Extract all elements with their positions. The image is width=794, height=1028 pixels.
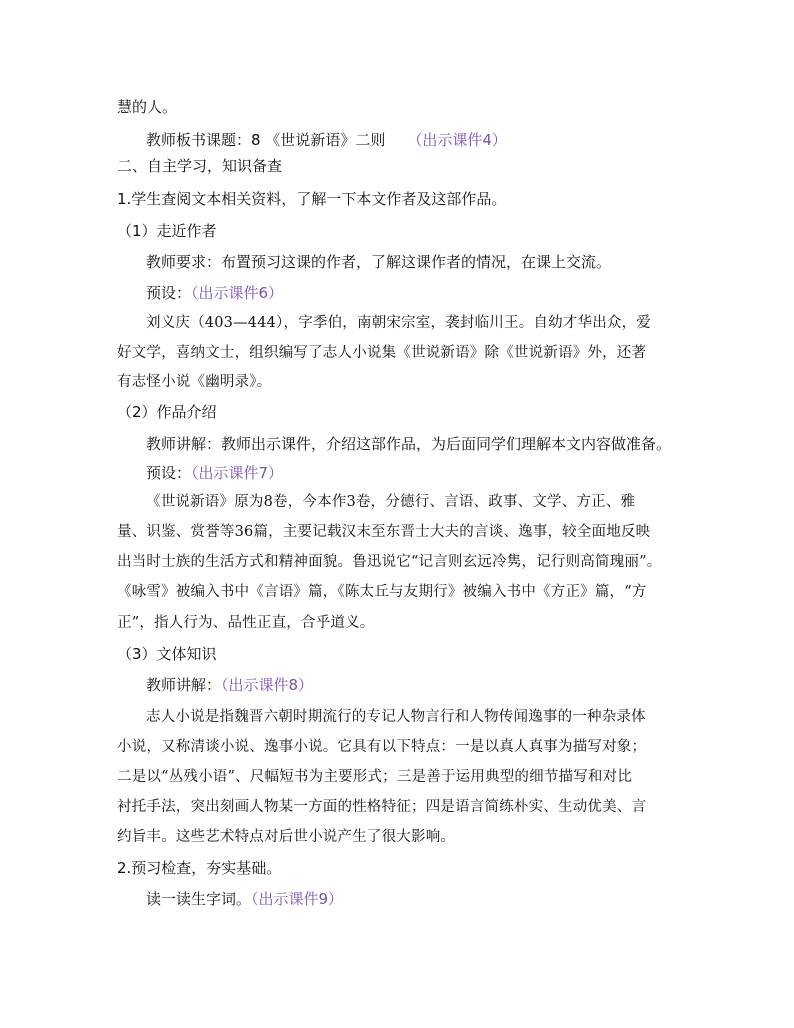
step-heading xyxy=(0,187,794,211)
section-heading-text: 二、自主学习，知识备查 xyxy=(117,157,283,175)
text-line xyxy=(0,765,794,789)
text-line xyxy=(0,735,794,759)
text-line xyxy=(0,370,794,394)
paragraph-text: 刘义庆（403—444），字季伯，南朝宋宗室，袭封临川王。自幼才华出众，爱 xyxy=(146,315,651,331)
preset-line xyxy=(0,461,794,485)
preset-label: 预设： xyxy=(146,464,192,482)
teacher-explain-label: 教师讲解： xyxy=(146,676,222,694)
courseware-note: （出示课件4） xyxy=(407,131,507,149)
subsection-heading xyxy=(0,642,794,666)
text-line xyxy=(0,520,794,544)
subsection-heading-text: （2）作品介绍 xyxy=(117,403,217,421)
step-heading-text: 1.学生查阅文本相关资料，了解一下本文作者及这部作品。 xyxy=(117,190,507,208)
paragraph-text: 二是以“丛残小语”、尺幅短书为主要形式；三是善于运用典型的细节描写和对比 xyxy=(117,769,633,785)
text-line xyxy=(0,705,794,729)
text-line xyxy=(0,341,794,365)
courseware-note: （出示课件9） xyxy=(251,890,344,908)
step-heading-text: 2.预习检查，夯实基础。 xyxy=(117,859,282,877)
lesson-title: 教师板书课题：8 《世说新语》二则 xyxy=(146,131,386,149)
text-line xyxy=(0,95,794,119)
paragraph-text: 教师要求：布置预习这课的作者，了解这课作者的情况，在课上交流。 xyxy=(146,253,612,271)
paragraph-text: 量、识鉴、赏誉等36篇，主要记载汉末至东晋士大夫的言谈、逸事，较全面地反映 xyxy=(117,524,651,540)
paragraph-text: 约旨丰。这些艺术特点对后世小说产生了很大影响。 xyxy=(117,829,456,845)
paragraph-text: 有志怪小说《幽明录》。 xyxy=(117,374,272,390)
preset-line xyxy=(0,673,794,697)
preset-label: 预设： xyxy=(146,284,192,302)
paragraph-text: 读一读生字词。 xyxy=(146,890,252,908)
paragraph-text: 正”，指人行为、品性正直，合乎道义。 xyxy=(117,615,375,631)
text-line xyxy=(0,432,794,456)
paragraph-text: 慧的人。 xyxy=(117,98,178,116)
paragraph-text: 教师讲解：教师出示课件，介绍这部作品，为后面同学们理解本文内容做准备。 xyxy=(146,435,672,453)
lesson-title-line xyxy=(0,128,794,152)
step-heading xyxy=(0,856,794,880)
paragraph-text: 出当时士族的生活方式和精神面貌。鲁迅说它“记言则玄远冷隽，记行则高简瑰丽”。 xyxy=(117,554,662,570)
preset-line xyxy=(0,887,794,911)
text-line xyxy=(0,550,794,574)
preset-line xyxy=(0,281,794,305)
paragraph-text: 《世说新语》原为8卷，今本作3卷，分德行、言语、政事、文学、方正、雅 xyxy=(146,494,636,510)
subsection-heading-text: （1）走近作者 xyxy=(117,222,217,240)
courseware-note: （出示课件8） xyxy=(221,676,314,694)
text-line xyxy=(0,825,794,849)
paragraph-text: 小说，又称清谈小说、逸事小说。它具有以下特点：一是以真人真事为描写对象； xyxy=(117,739,647,755)
subsection-heading xyxy=(0,219,794,243)
paragraph-text: 衬托手法，突出刻画人物某一方面的性格特征；四是语言简练朴实、生动优美、言 xyxy=(117,799,647,815)
paragraph-text: 好文学，喜纳文士，组织编写了志人小说集《世说新语》除《世说新语》外，还著 xyxy=(117,345,647,361)
text-line xyxy=(0,611,794,635)
text-line xyxy=(0,311,794,335)
section-heading xyxy=(0,154,794,178)
text-line xyxy=(0,250,794,274)
courseware-note: （出示课件6） xyxy=(191,284,284,302)
paragraph-text: 志人小说是指魏晋六朝时期流行的专记人物言行和人物传闻逸事的一种杂录体 xyxy=(146,709,646,725)
text-line xyxy=(0,795,794,819)
courseware-note: （出示课件7） xyxy=(191,464,284,482)
text-line xyxy=(0,490,794,514)
text-line xyxy=(0,580,794,604)
subsection-heading-text: （3）文体知识 xyxy=(117,645,217,663)
subsection-heading xyxy=(0,400,794,424)
paragraph-text: 《咏雪》被编入书中《言语》篇，《陈太丘与友期行》被编入书中《方正》篇，“方 xyxy=(117,584,647,600)
